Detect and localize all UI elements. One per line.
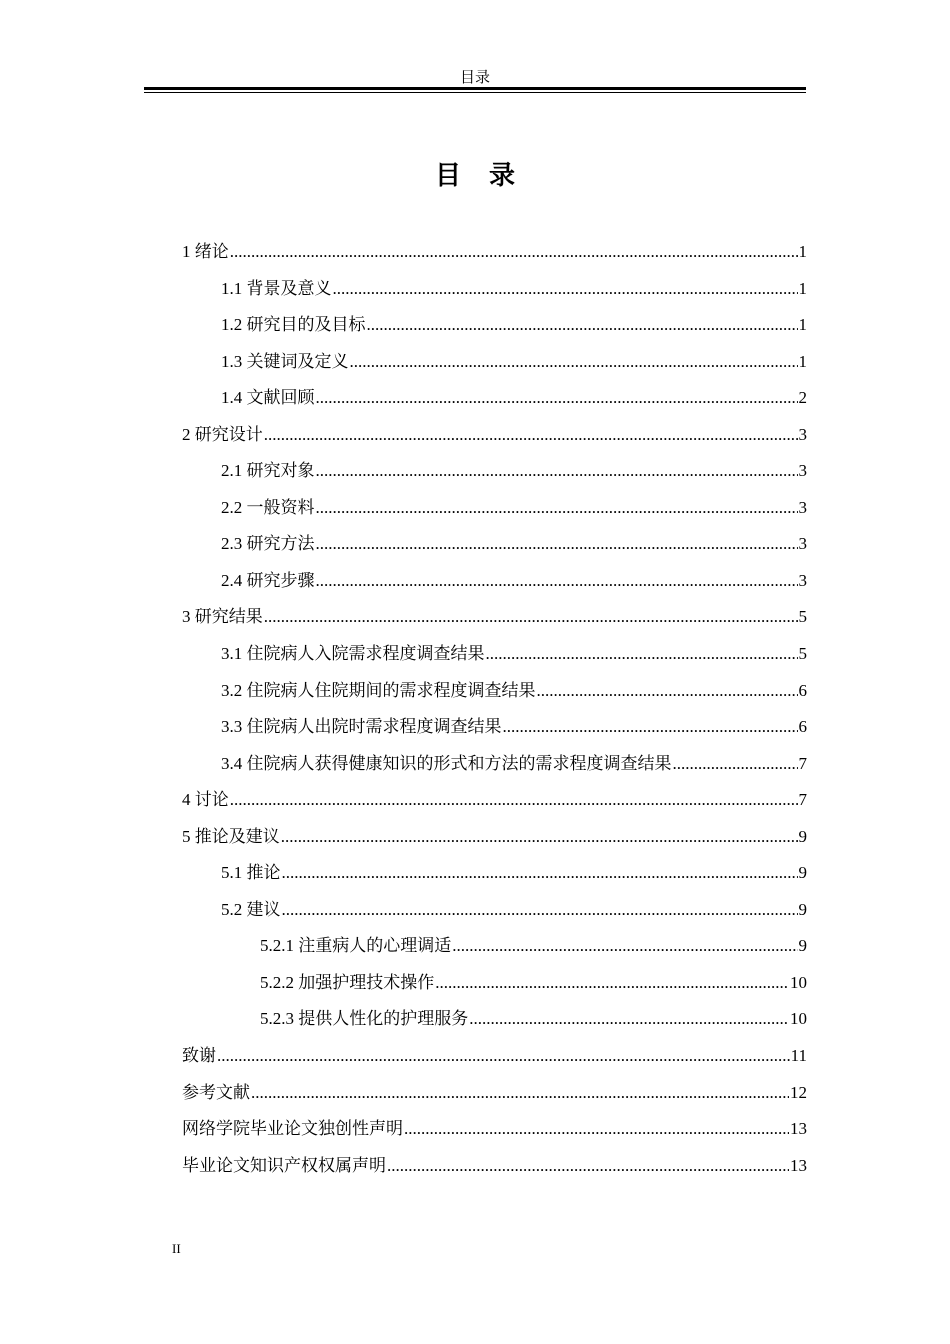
toc-leader-dots bbox=[282, 892, 798, 928]
toc-entry[interactable] bbox=[182, 1001, 807, 1038]
running-header-title: 目录 bbox=[459, 70, 490, 86]
toc-entry-page-number: 6 bbox=[798, 680, 807, 700]
toc-entry[interactable] bbox=[182, 234, 807, 271]
toc-leader-dots bbox=[316, 490, 798, 526]
toc-leader-dots bbox=[367, 307, 798, 343]
toc-entry-page-number: 3 bbox=[798, 570, 807, 590]
toc-entry[interactable] bbox=[182, 417, 807, 454]
toc-entry-page-number: 6 bbox=[798, 717, 807, 737]
toc-entry[interactable] bbox=[182, 673, 807, 710]
toc-entry-page-number: 5 bbox=[798, 644, 807, 664]
toc-leader-dots bbox=[230, 782, 798, 818]
toc-entry-label: 毕业论文知识产权权属声明 bbox=[182, 1155, 386, 1175]
toc-entry[interactable] bbox=[182, 599, 807, 636]
toc-leader-dots bbox=[486, 636, 798, 672]
toc-leader-dots bbox=[333, 271, 798, 307]
toc-entry-label: 2 研究设计 bbox=[182, 424, 263, 444]
toc-leader-dots bbox=[281, 819, 798, 855]
toc-entry-label: 1.3 关键词及定义 bbox=[221, 351, 349, 371]
toc-entry-page-number: 5 bbox=[798, 607, 807, 627]
toc-leader-dots bbox=[316, 453, 798, 489]
toc-leader-dots bbox=[316, 526, 798, 562]
toc-entry-label: 1.2 研究目的及目标 bbox=[221, 315, 366, 335]
toc-entry-label: 5.2.3 提供人性化的护理服务 bbox=[260, 1009, 469, 1029]
toc-entry[interactable] bbox=[182, 1075, 807, 1112]
toc-leader-dots bbox=[387, 1148, 789, 1184]
toc-leader-dots bbox=[251, 1075, 789, 1111]
toc-entry-page-number: 9 bbox=[798, 899, 807, 919]
toc-entry[interactable] bbox=[182, 490, 807, 527]
toc-entry-page-number: 3 bbox=[798, 497, 807, 517]
toc-entry[interactable] bbox=[182, 271, 807, 308]
toc-entry-page-number: 10 bbox=[790, 972, 807, 992]
toc-leader-dots bbox=[264, 417, 798, 453]
toc-entry-label: 2.4 研究步骤 bbox=[221, 570, 315, 590]
toc-entry-page-number: 1 bbox=[798, 351, 807, 371]
toc-entry-page-number: 13 bbox=[790, 1119, 807, 1139]
toc-entry-page-number: 1 bbox=[798, 278, 807, 298]
table-of-contents bbox=[182, 234, 807, 1184]
toc-entry-page-number: 3 bbox=[798, 461, 807, 481]
toc-entry-label: 5.2.2 加强护理技术操作 bbox=[260, 972, 435, 992]
toc-entry[interactable] bbox=[182, 1038, 807, 1075]
footer-page-number: II bbox=[172, 1241, 181, 1256]
toc-entry-page-number: 9 bbox=[798, 863, 807, 883]
toc-entry-label: 5.1 推论 bbox=[221, 863, 281, 883]
toc-entry-label: 致谢 bbox=[182, 1046, 216, 1066]
toc-entry[interactable] bbox=[182, 928, 807, 965]
toc-entry[interactable] bbox=[182, 453, 807, 490]
toc-leader-dots bbox=[537, 673, 798, 709]
toc-entry-page-number: 3 bbox=[798, 424, 807, 444]
toc-entry-label: 2.2 一般资料 bbox=[221, 497, 315, 517]
toc-entry-page-number: 7 bbox=[798, 753, 807, 773]
toc-title: 目录 bbox=[434, 161, 543, 190]
toc-entry[interactable] bbox=[182, 563, 807, 600]
toc-leader-dots bbox=[469, 1001, 789, 1037]
toc-entry[interactable] bbox=[182, 380, 807, 417]
toc-entry-page-number: 2 bbox=[798, 388, 807, 408]
toc-entry[interactable] bbox=[182, 1111, 807, 1148]
toc-entry-label: 5 推论及建议 bbox=[182, 826, 280, 846]
toc-entry[interactable] bbox=[182, 819, 807, 856]
toc-leader-dots bbox=[503, 709, 798, 745]
toc-entry-label: 2.1 研究对象 bbox=[221, 461, 315, 481]
toc-entry[interactable] bbox=[182, 307, 807, 344]
toc-entry-page-number: 1 bbox=[798, 315, 807, 335]
toc-entry-label: 1.1 背景及意义 bbox=[221, 278, 332, 298]
toc-entry[interactable] bbox=[182, 344, 807, 381]
toc-entry-label: 3 研究结果 bbox=[182, 607, 263, 627]
toc-entry-label: 2.3 研究方法 bbox=[221, 534, 315, 554]
toc-entry-label: 参考文献 bbox=[182, 1082, 250, 1102]
toc-leader-dots bbox=[217, 1038, 790, 1074]
toc-leader-dots bbox=[673, 746, 798, 782]
toc-entry[interactable] bbox=[182, 965, 807, 1002]
toc-leader-dots bbox=[404, 1111, 789, 1147]
toc-entry-label: 网络学院毕业论文独创性声明 bbox=[182, 1119, 403, 1139]
toc-entry[interactable] bbox=[182, 526, 807, 563]
toc-entry-label: 3.3 住院病人出院时需求程度调查结果 bbox=[221, 717, 502, 737]
toc-entry-page-number: 12 bbox=[790, 1082, 807, 1102]
toc-entry-page-number: 11 bbox=[790, 1046, 807, 1066]
toc-entry-label: 5.2 建议 bbox=[221, 899, 281, 919]
toc-leader-dots bbox=[452, 928, 797, 964]
toc-entry-label: 1.4 文献回顾 bbox=[221, 388, 315, 408]
header-rule-thick bbox=[144, 87, 806, 90]
toc-leader-dots bbox=[264, 599, 798, 635]
toc-entry-label: 1 绪论 bbox=[182, 242, 229, 261]
toc-entry[interactable] bbox=[182, 892, 807, 929]
toc-leader-dots bbox=[435, 965, 789, 1001]
toc-entry-label: 4 讨论 bbox=[182, 790, 229, 810]
toc-entry-label: 3.2 住院病人住院期间的需求程度调查结果 bbox=[221, 680, 536, 700]
toc-entry[interactable] bbox=[182, 782, 807, 819]
toc-entry-page-number: 3 bbox=[798, 534, 807, 554]
toc-entry-label: 3.1 住院病人入院需求程度调查结果 bbox=[221, 644, 485, 664]
toc-entry-page-number: 7 bbox=[798, 790, 807, 810]
header-rule-thin bbox=[144, 92, 806, 93]
toc-leader-dots bbox=[316, 380, 798, 416]
toc-entry[interactable] bbox=[182, 1148, 807, 1185]
toc-leader-dots bbox=[350, 344, 798, 380]
toc-entry[interactable] bbox=[182, 709, 807, 746]
toc-entry-page-number: 13 bbox=[790, 1155, 807, 1175]
toc-leader-dots bbox=[282, 855, 798, 891]
toc-entry-page-number: 10 bbox=[790, 1009, 807, 1029]
toc-entry[interactable] bbox=[182, 636, 807, 673]
toc-entry-label: 5.2.1 注重病人的心理调适 bbox=[260, 936, 452, 956]
toc-entry-page-number: 1 bbox=[798, 242, 807, 261]
toc-entry-page-number: 9 bbox=[798, 936, 807, 956]
toc-entry[interactable] bbox=[182, 855, 807, 892]
toc-leader-dots bbox=[230, 234, 798, 270]
toc-entry[interactable] bbox=[182, 746, 807, 783]
toc-leader-dots bbox=[316, 563, 798, 599]
toc-entry-page-number: 9 bbox=[798, 826, 807, 846]
toc-entry-label: 3.4 住院病人获得健康知识的形式和方法的需求程度调查结果 bbox=[221, 753, 672, 773]
